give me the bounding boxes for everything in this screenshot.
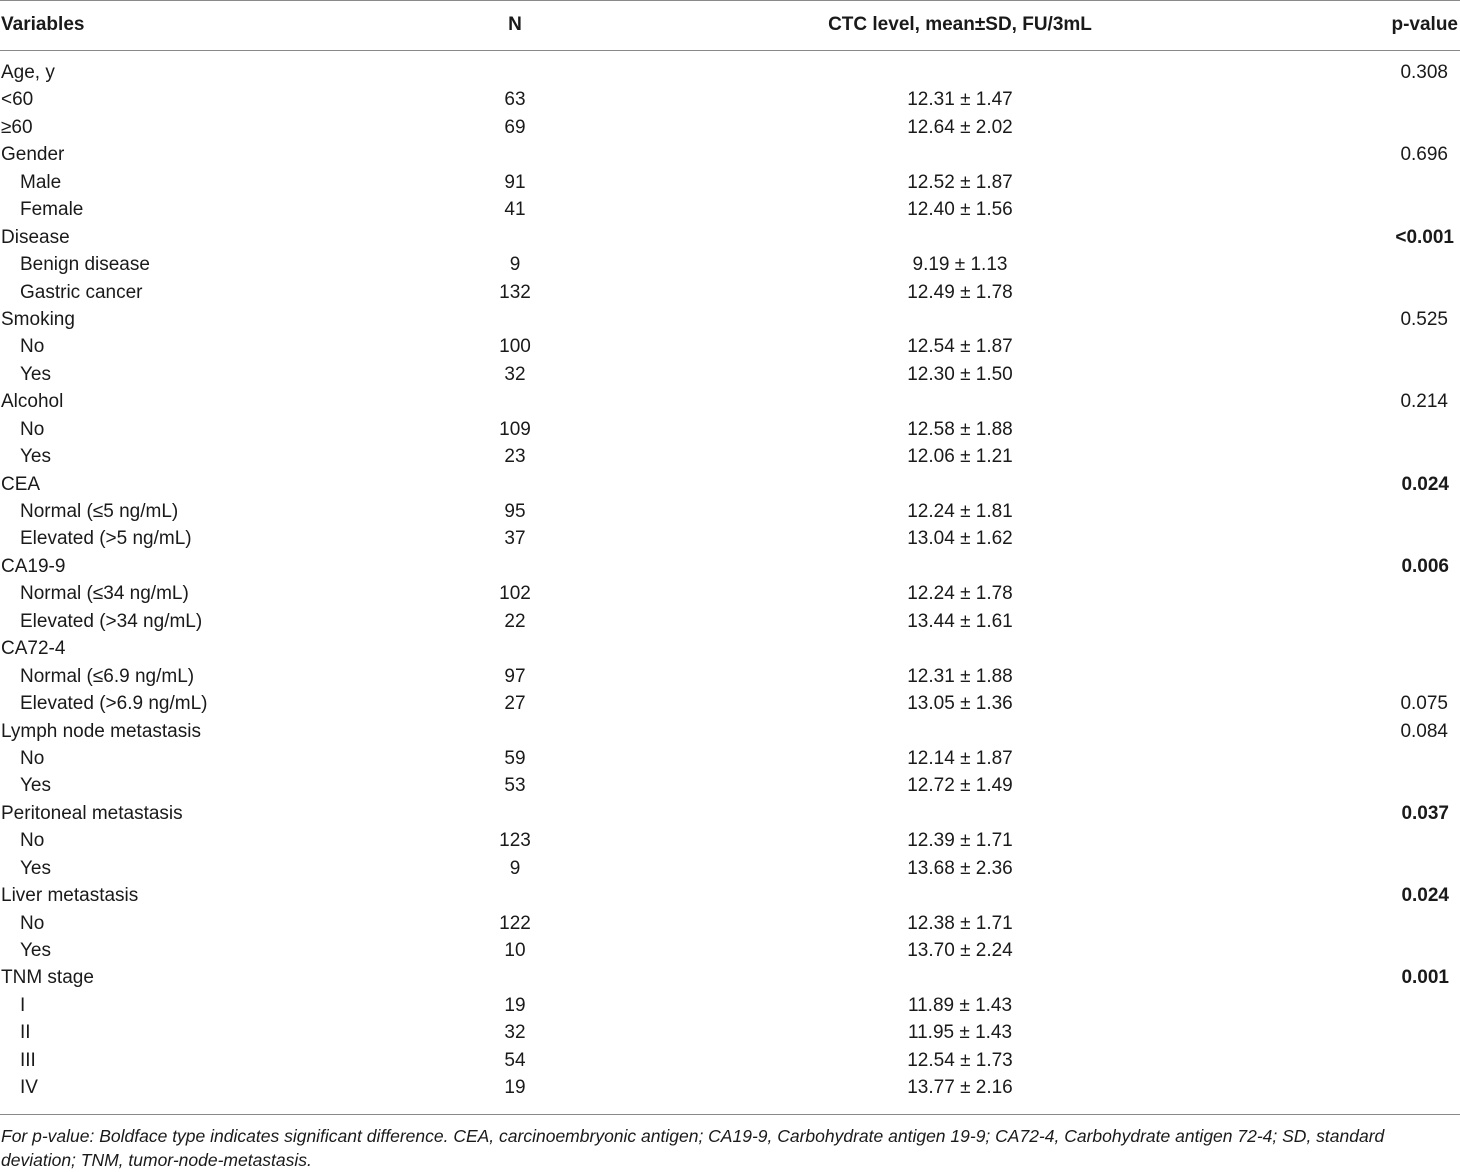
cell-n: 95 bbox=[504, 501, 526, 522]
cell-variable: Yes bbox=[20, 775, 51, 797]
cell-n: 9 bbox=[509, 857, 521, 879]
table-row bbox=[0, 1050, 1460, 1077]
table-row bbox=[0, 528, 1460, 555]
cell-ctc-level: 12.31 ± 1.47 bbox=[907, 89, 1013, 111]
cell-variable: Benign disease bbox=[20, 254, 150, 276]
table-row bbox=[0, 858, 1460, 885]
cell-n: 59 bbox=[504, 747, 526, 769]
cell-ctc-level: 12.52 ± 1.87 bbox=[907, 171, 1013, 193]
cell-n: 100 bbox=[499, 336, 531, 358]
table-row bbox=[0, 803, 1460, 830]
cell-ctc-level: 12.39 ± 1.71 bbox=[907, 830, 1013, 852]
table-row bbox=[0, 556, 1460, 583]
cell-variable: Yes bbox=[20, 363, 51, 385]
cell-n: 54 bbox=[504, 1049, 526, 1071]
cell-variable: Female bbox=[20, 199, 84, 221]
cell-n: 9 bbox=[509, 254, 521, 276]
table-row bbox=[0, 62, 1460, 89]
cell-variable: No bbox=[20, 747, 45, 769]
cell-ctc-level: 12.40 ± 1.56 bbox=[907, 199, 1013, 221]
cell-variable: No bbox=[20, 336, 45, 358]
table-footnote: For p-value: Boldface type indicates significant difference. CEA, carcinoembryonic antigen; CA19-9, Carbohydrate antigen 19-9; CA72-4, Carbohydrate antigen 72-4; SD, standard deviation; TNM, tumor-node-metastasis. bbox=[1, 1126, 1385, 1170]
table-row bbox=[0, 748, 1460, 775]
cell-variable: CEA bbox=[1, 473, 41, 495]
table-row bbox=[0, 227, 1460, 254]
cell-n: 63 bbox=[504, 89, 526, 111]
cell-n: 22 bbox=[504, 610, 526, 632]
table-row bbox=[0, 666, 1460, 693]
cell-variable: II bbox=[20, 1022, 31, 1044]
cell-n: 102 bbox=[499, 583, 531, 605]
cell-n: 23 bbox=[504, 446, 526, 468]
table-row bbox=[0, 830, 1460, 857]
cell-p-value: 0.696 bbox=[1400, 144, 1448, 166]
table-row bbox=[0, 501, 1460, 528]
table-row bbox=[0, 913, 1460, 940]
table-row bbox=[0, 721, 1460, 748]
cell-variable: Elevated (>5 ng/mL) bbox=[20, 528, 192, 550]
cell-ctc-level: 12.24 ± 1.78 bbox=[907, 583, 1013, 605]
cell-variable: Yes bbox=[20, 446, 51, 468]
table-row bbox=[0, 391, 1460, 418]
cell-n: 53 bbox=[504, 775, 526, 797]
cell-n: 109 bbox=[499, 418, 531, 440]
cell-ctc-level: 12.49 ± 1.78 bbox=[907, 281, 1013, 303]
table-bottom-rule bbox=[0, 1114, 1460, 1115]
cell-variable: Yes bbox=[20, 857, 51, 879]
cell-ctc-level: 12.06 ± 1.21 bbox=[907, 446, 1013, 468]
cell-variable: Age, y bbox=[1, 62, 55, 83]
cell-ctc-level: 13.04 ± 1.62 bbox=[907, 528, 1013, 550]
table-row bbox=[0, 446, 1460, 473]
table-row bbox=[0, 144, 1460, 171]
cell-p-value: 0.037 bbox=[1401, 802, 1449, 824]
header-variables: Variables bbox=[1, 14, 85, 35]
cell-ctc-level: 12.38 ± 1.71 bbox=[907, 912, 1013, 934]
cell-ctc-level: 12.14 ± 1.87 bbox=[907, 747, 1013, 769]
cell-ctc-level: 13.44 ± 1.61 bbox=[907, 610, 1013, 632]
cell-ctc-level: 9.19 ± 1.13 bbox=[912, 254, 1008, 276]
cell-variable: Normal (≤5 ng/mL) bbox=[20, 501, 179, 522]
header-ctc-level: CTC level, mean±SD, FU/3mL bbox=[828, 14, 1092, 35]
cell-variable: No bbox=[20, 418, 45, 440]
cell-n: 69 bbox=[504, 116, 526, 138]
table-row bbox=[0, 199, 1460, 226]
cell-ctc-level: 12.30 ± 1.50 bbox=[907, 363, 1013, 385]
cell-ctc-level: 13.70 ± 2.24 bbox=[907, 940, 1013, 961]
cell-ctc-level: 12.54 ± 1.87 bbox=[907, 336, 1013, 358]
cell-p-value: 0.525 bbox=[1400, 308, 1448, 330]
table-row bbox=[0, 364, 1460, 391]
cell-ctc-level: 13.68 ± 2.36 bbox=[907, 857, 1013, 879]
cell-variable: Disease bbox=[1, 226, 70, 248]
table-row bbox=[0, 940, 1460, 967]
cell-n: 132 bbox=[499, 281, 531, 303]
cell-n: 97 bbox=[504, 665, 526, 687]
cell-variable: Elevated (>34 ng/mL) bbox=[20, 610, 203, 632]
cell-n: 37 bbox=[504, 528, 526, 550]
table-row bbox=[0, 1022, 1460, 1049]
table-row bbox=[0, 474, 1460, 501]
cell-n: 41 bbox=[504, 199, 526, 221]
cell-variable: IV bbox=[20, 1077, 38, 1099]
cell-variable: I bbox=[20, 994, 26, 1016]
cell-variable: CA72-4 bbox=[1, 638, 66, 660]
cell-variable: CA19-9 bbox=[1, 555, 66, 577]
cell-n: 19 bbox=[504, 1077, 526, 1099]
cell-ctc-level: 12.58 ± 1.88 bbox=[907, 418, 1013, 440]
table-row bbox=[0, 254, 1460, 281]
table-row bbox=[0, 583, 1460, 610]
cell-variable: Liver metastasis bbox=[1, 885, 139, 907]
cell-p-value: 0.084 bbox=[1400, 720, 1448, 742]
cell-ctc-level: 12.72 ± 1.49 bbox=[907, 775, 1013, 797]
cell-n: 19 bbox=[504, 994, 526, 1016]
table-row bbox=[0, 967, 1460, 994]
table-row bbox=[0, 172, 1460, 199]
cell-ctc-level: 11.95 ± 1.43 bbox=[907, 1022, 1013, 1044]
table-row bbox=[0, 611, 1460, 638]
table-row bbox=[0, 309, 1460, 336]
cell-variable: III bbox=[20, 1049, 36, 1071]
cell-p-value: 0.024 bbox=[1401, 473, 1449, 495]
cell-p-value: 0.001 bbox=[1401, 967, 1449, 989]
table-body bbox=[0, 62, 1460, 1105]
table-row bbox=[0, 775, 1460, 802]
cell-variable: Elevated (>6.9 ng/mL) bbox=[20, 693, 208, 715]
cell-ctc-level: 12.54 ± 1.73 bbox=[907, 1049, 1013, 1071]
cell-variable: Normal (≤6.9 ng/mL) bbox=[20, 665, 195, 687]
cell-ctc-level: 11.89 ± 1.43 bbox=[907, 994, 1013, 1016]
header-n: N bbox=[508, 14, 522, 35]
cell-ctc-level: 12.31 ± 1.88 bbox=[907, 665, 1013, 687]
table-row bbox=[0, 89, 1460, 116]
cell-variable: <60 bbox=[1, 89, 34, 111]
cell-n: 123 bbox=[499, 830, 531, 852]
table-row bbox=[0, 336, 1460, 363]
cell-n: 32 bbox=[504, 1022, 526, 1044]
cell-p-value: 0.214 bbox=[1400, 391, 1448, 413]
cell-p-value: 0.308 bbox=[1400, 62, 1448, 83]
cell-p-value: 0.006 bbox=[1401, 555, 1449, 577]
cell-variable: Normal (≤34 ng/mL) bbox=[20, 583, 189, 605]
cell-variable: ≥60 bbox=[1, 116, 33, 138]
cell-n: 27 bbox=[504, 693, 526, 715]
cell-ctc-level: 13.77 ± 2.16 bbox=[907, 1077, 1013, 1099]
cell-variable: Gender bbox=[1, 144, 65, 166]
cell-n: 91 bbox=[504, 171, 526, 193]
table-row bbox=[0, 693, 1460, 720]
table-row bbox=[0, 885, 1460, 912]
table-row bbox=[0, 995, 1460, 1022]
cell-p-value: 0.075 bbox=[1400, 693, 1448, 715]
cell-p-value: <0.001 bbox=[1395, 226, 1454, 248]
cell-variable: No bbox=[20, 830, 45, 852]
cell-variable: Gastric cancer bbox=[20, 281, 143, 303]
cell-n: 122 bbox=[499, 912, 531, 934]
cell-variable: Lymph node metastasis bbox=[1, 720, 201, 742]
cell-variable: Peritoneal metastasis bbox=[1, 802, 183, 824]
cell-variable: Smoking bbox=[1, 308, 75, 330]
table-row bbox=[0, 1077, 1460, 1104]
cell-variable: No bbox=[20, 912, 45, 934]
table-header-rule bbox=[0, 50, 1460, 51]
cell-variable: Alcohol bbox=[1, 391, 64, 413]
table-row bbox=[0, 282, 1460, 309]
table-header-row bbox=[0, 0, 1460, 50]
cell-variable: TNM stage bbox=[1, 967, 94, 989]
cell-n: 10 bbox=[504, 940, 526, 961]
cell-p-value: 0.024 bbox=[1401, 885, 1449, 907]
table-row bbox=[0, 117, 1460, 144]
cell-ctc-level: 12.64 ± 2.02 bbox=[907, 116, 1013, 138]
cell-variable: Male bbox=[20, 171, 62, 193]
cell-n: 32 bbox=[504, 363, 526, 385]
cell-ctc-level: 12.24 ± 1.81 bbox=[907, 501, 1013, 522]
cell-variable: Yes bbox=[20, 940, 51, 961]
table-row bbox=[0, 419, 1460, 446]
cell-ctc-level: 13.05 ± 1.36 bbox=[907, 693, 1013, 715]
header-p-value: p-value bbox=[1391, 14, 1458, 35]
table-row bbox=[0, 638, 1460, 665]
